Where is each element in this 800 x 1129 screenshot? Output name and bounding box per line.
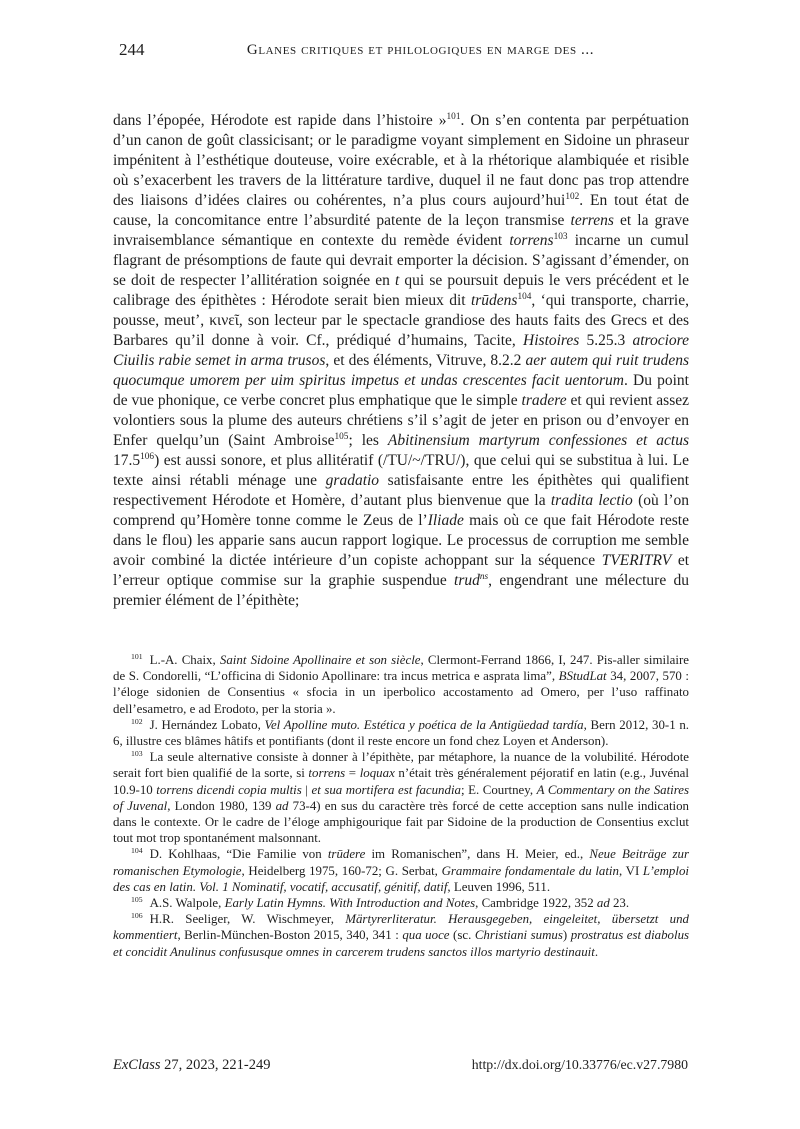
footnote-106 (113, 911, 689, 960)
page-header (113, 40, 688, 60)
footnote-number: 101 (131, 651, 143, 661)
journal-citation (113, 1057, 271, 1074)
footnotes-section (113, 652, 689, 960)
body-text (113, 111, 689, 611)
page-footer (113, 1057, 688, 1074)
footnote-text: L.-A. Chaix, Saint Sidoine Apollinaire et son siècle, Clermont-Ferrand 1866, I, 247. Pis-aller similaire de S. Condorelli, “L’officina di Sidonio Apollinare: tra incus metrica e asprata lima”, BStudLat 34, 2007, 570 : l’éloge sidonien de Consentius « sfocia in un iperbolico accostamento ad Omero, per l’uso raffinato dell’esametro, e ad Erodoto, per la storia ». (113, 653, 690, 716)
footnote-text: La seule alternative consiste à donner à l’épithète, par métaphore, la nuance de la volubilité. Hérodote serait fort bien qualifié de la sorte, si torrens = loquax n’était très généralement péjoratif en latin (e.g., Juvénal 10.9-10 torrens dicendi copia multis | et sua mortifera est facundia; E. Courtney, A Commentary on the Satires of Juvenal, London 1980, 139 ad 73-4) en sus du caractère très forcé de cette acception sans nulle indication dans le contexte. Or le cadre de l’éloge amphigourique fait par Sidoine de la production de Consentius exclut tout mot trop spontanément malsonnant. (113, 750, 690, 846)
doi-link[interactable]: http://dx.doi.org/10.33776/ec.v27.7980 (471, 1057, 688, 1072)
footnote-text: A.S. Walpole, Early Latin Hymns. With Introduction and Notes, Cambridge 1922, 352 ad 23. (149, 896, 630, 911)
footnote-number: 106 (131, 910, 143, 920)
footnote-103 (113, 749, 689, 846)
footnote-number: 105 (131, 894, 143, 904)
main-paragraph: dans l’épopée, Hérodote est rapide dans l’histoire »$^{101}$. On s’en contenta par perpétuation d’un canon de goût classicisant; or le paradigme voyant simplement en Sidoine un phraseur impénitent à l’esthétique douteuse, voire exécrable, et à la rhétorique alambiquée et risible où s’exacerbent les travers de la littérature tardive, duquel il ne faut donc pas trop attendre des liaisons d’idées claires ou cohérentes, n’a plus cours aujourd’hui$^{102}$. En tout état de cause, la concomitance entre l’absurdité patente de la leçon transmise terrens et la grave invraisemblance sémantique en contexte du remède évident torrens$^{103}$ incarne un cumul flagrant de présomptions de faute qui devrait emporter la décision. S’agissant d’émender, on se doit de respecter l’allitération soignée en t qui se poursuit depuis le vers précédent et le calibrage des épithètes : Hérodote serait bien mieux dit trūdens$^{104}$, ‘qui transporte, charrie, pousse, meut’, κινεῖ, son lecteur par le spectacle grandiose des hauts faits des Grecs et des Barbares qu’il donne à voir. Cf., prédiqué d’humains, Tacite, Histoires 5.25.3 atrociore Ciuilis rabie semet in arma trusos, et des éléments, Vitruve, 8.2.2 aer autem qui ruit trudens quocumque umorem per uim spiritus impetus et undas crescentes facit uentorum. Du point de vue phonique, ce verbe concret plus emphatique que le simple tradere et qui revient assez volontiers sous la plume des auteurs chrétiens s’il s’agit de jeter en prison ou d’envoyer en Enfer quelqu’un (Saint Ambroise$^{105}$; les Abitinensium martyrum confessiones et actus 17.5$^{106}$) est aussi sonore, et plus allitératif (/TU/~/TRU/), que celui qui se substitua à lui. Le texte ainsi rétabli ménage une gradatio satisfaisante entre les épithètes qui qualifient respectivement Hérodote et Homère, d’autant plus bienvenue que la tradita lectio (où l’on comprend qu’Homère tonne comme le Zeus de l’Iliade mais où ce que fait Hérodote reste dans le flou) les apparie sans aucun rapport logique. Le processus de corruption me semble avoir combiné la dictée intérieure d’un copiste achoppant sur la séquence TVERITRV et l’erreur optique commise sur la graphie suspendue trud$^{ns}$, engendrant une mélecture du premier élément de l’épithète; (113, 111, 690, 609)
footnote-number: 103 (131, 748, 143, 758)
footnote-number: 104 (131, 846, 143, 856)
journal-name: ExClass (113, 1057, 161, 1073)
footnote-105 (113, 895, 689, 911)
footnote-text: J. Hernández Lobato, Vel Apolline muto. Estética y poética de la Antigüedad tardía, Bern 2012, 30-1 n. 6, illustre ces blâmes hâtifs et pontifiants (dont il reste encore un fond chez Loyen et Anderson). (113, 717, 690, 749)
footnote-text: H.R. Seeliger, W. Wischmeyer, Märtyrerliteratur. Herausgegeben, eingeleitet, übersetzt und kommentiert, Berlin-München-Boston 2015, 340, 341 : qua uoce (sc. Christiani sumus) prostratus est diabolus et concidit Anulinus confususque omnes in carcerem trudens sanctos illos martyrio destinauit. (113, 912, 690, 959)
footnote-102 (113, 717, 689, 749)
page-number: 244 (119, 40, 145, 59)
footnote-104 (113, 846, 689, 895)
running-title: Glanes critiques et philologiques en marge des ... (246, 42, 595, 58)
footnote-text: D. Kohlhaas, “Die Familie von trūdere im Romanischen”, dans H. Meier, ed., Neue Beiträge zur romanischen Etymologie, Heidelberg 1975, 160-72; G. Serbat, Grammaire fondamentale du latin, VI L’emploi des cas en latin. Vol. 1 Nominatif, vocatif, accusatif, génitif, datif, Leuven 1996, 511. (113, 847, 689, 894)
footnote-number: 102 (131, 716, 143, 726)
footnote-101 (113, 652, 689, 717)
citation-pages: 27, 2023, 221-249 (160, 1057, 271, 1073)
